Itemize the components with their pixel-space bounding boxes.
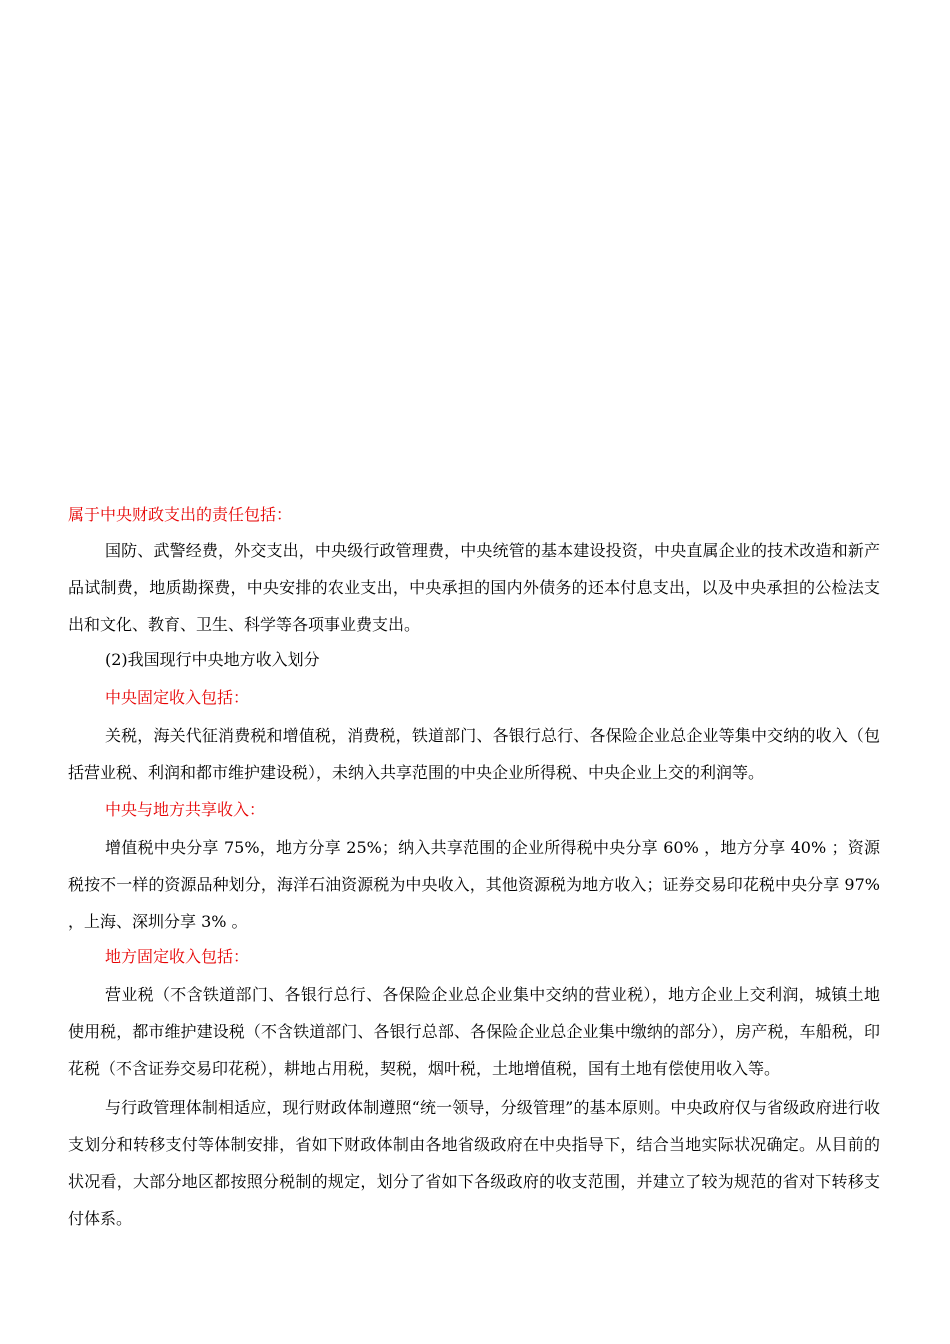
fiscal-principle-paragraph: 与行政管理体制相适应，现行财政体制遵照“统一领导，分级管理”的基本原则。中央政府仅与省级政府进行收支划分和转移支付等体制安排，省如下财政体制由各地省级政府在中央指导下，结合当地实际状况确定。从目前的状况看，大部分地区都按照分税制的规定，划分了省如下各级政府的收支范围，并建立了较为规范的省对下转移支付体系。 <box>68 1098 880 1228</box>
central-fixed-revenue-heading: 中央固定收入包括： <box>105 688 250 707</box>
shared-revenue-paragraph: 增值税中央分享 75%，地方分享 25%；纳入共享范围的企业所得税中央分享 60% ，地方分享 40% ；资源税按不一样的资源品种划分，海洋石油资源税为中央收入，其他资源税为地方收入；证券交易印花税中央分享 97% ，上海、深圳分享 3% 。 <box>68 838 880 931</box>
document-body <box>68 502 880 1239</box>
central-expenditure-heading: 属于中央财政支出的责任包括： <box>68 505 293 524</box>
shared-revenue-heading: 中央与地方共享收入： <box>105 800 266 819</box>
revenue-division-heading: (2)我国现行中央地方收入划分 <box>105 650 320 669</box>
local-fixed-revenue-heading: 地方固定收入包括： <box>105 947 250 966</box>
central-expenditure-paragraph: 国防、武警经费，外交支出，中央级行政管理费，中央统管的基本建设投资，中央直属企业的技术改造和新产品试制费，地质勘探费，中央安排的农业支出，中央承担的国内外债务的还本付息支出，以及中央承担的公检法支出和文化、教育、卫生、科学等各项事业费支出。 <box>68 541 880 634</box>
local-fixed-revenue-paragraph: 营业税（不含铁道部门、各银行总行、各保险企业总企业集中交纳的营业税），地方企业上交利润，城镇土地使用税，都市维护建设税（不含铁道部门、各银行总部、各保险企业总企业集中缴纳的部分），房产税，车船税，印花税（不含证券交易印花税），耕地占用税，契税，烟叶税，土地增值税，国有土地有偿使用收入等。 <box>68 985 880 1078</box>
central-fixed-revenue-paragraph: 关税，海关代征消费税和增值税，消费税，铁道部门、各银行总行、各保险企业总企业等集中交纳的收入（包括营业税、利润和都市维护建设税），未纳入共享范围的中央企业所得税、中央企业上交的利润等。 <box>68 726 880 782</box>
